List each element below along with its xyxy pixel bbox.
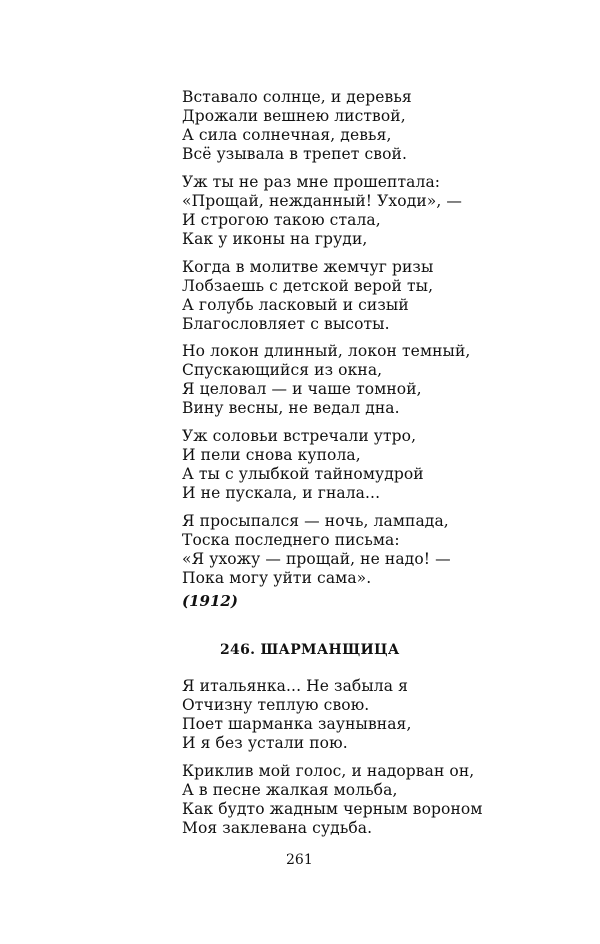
poem-line: Вину весны, не ведал дна. bbox=[182, 399, 400, 417]
poem2-stanza-1 bbox=[182, 677, 411, 753]
poem-line: Криклив мой голос, и надорван он, bbox=[182, 762, 475, 780]
poem-line: Вставало солнце, и деревья bbox=[182, 88, 412, 106]
poem-line: Поет шарманка заунывная, bbox=[182, 715, 412, 733]
poem-line: Отчизну теплую свою. bbox=[182, 696, 370, 714]
poem-line: Всё узывала в трепет свой. bbox=[182, 145, 407, 163]
poem-line: Когда в молитве жемчуг ризы bbox=[182, 258, 434, 276]
poem-line: Спускающийся из окна, bbox=[182, 361, 383, 379]
poem1-stanza-3 bbox=[182, 258, 433, 334]
poem-line: И пели снова купола, bbox=[182, 446, 361, 464]
poem-line: А голубь ласковый и сизый bbox=[182, 296, 409, 314]
poem-line: Я просыпался — ночь, лампада, bbox=[182, 512, 449, 530]
poem2-stanza-2 bbox=[182, 762, 483, 838]
poem-line: Как у иконы на груди, bbox=[182, 230, 368, 248]
poem-line: И не пускала, и гнала... bbox=[182, 484, 381, 502]
poem-line: Дрожали вешнею листвой, bbox=[182, 107, 406, 125]
poem-line: Пока могу уйти сама». bbox=[182, 569, 372, 587]
poem-line: Лобзаешь с детской верой ты, bbox=[182, 277, 434, 295]
poem1-stanza-4 bbox=[182, 342, 470, 418]
poem-line: И я без устали пою. bbox=[182, 734, 348, 752]
poem-line: А сила солнечная, девья, bbox=[182, 126, 392, 144]
poem-line: Но локон длинный, локон темный, bbox=[182, 342, 471, 360]
poem-line: «Прощай, нежданный! Уходи», — bbox=[182, 192, 463, 210]
poem-line: А ты с улыбкой тайномудрой bbox=[182, 465, 424, 483]
poem-line: Тоска последнего письма: bbox=[182, 531, 400, 549]
poem1-stanza-1 bbox=[182, 88, 412, 164]
poem-line: Благословляет с высоты. bbox=[182, 315, 390, 333]
poem-date: (1912) bbox=[182, 592, 238, 610]
poem-line: «Я ухожу — прощай, не надо! — bbox=[182, 550, 451, 568]
poem-line: А в песне жалкая мольба, bbox=[182, 781, 398, 799]
page-number: 261 bbox=[286, 852, 313, 868]
poem1-stanza-6 bbox=[182, 512, 451, 588]
poem-line: Я итальянка... Не забыла я bbox=[182, 677, 408, 695]
poem-line: Я целовал — и чаше томной, bbox=[182, 380, 422, 398]
poem-line: Как будто жадным черным вороном bbox=[182, 800, 483, 818]
poem-line: Моя заклевана судьба. bbox=[182, 819, 373, 837]
poem-title: 246. ШАРМАНЩИЦА bbox=[220, 642, 400, 658]
poem-line: Уж соловьи встречали утро, bbox=[182, 427, 417, 445]
poem1-stanza-2 bbox=[182, 173, 462, 249]
poem-line: И строгою такою стала, bbox=[182, 211, 381, 229]
poem-line: Уж ты не раз мне прошептала: bbox=[182, 173, 441, 191]
poem1-stanza-5 bbox=[182, 427, 424, 503]
